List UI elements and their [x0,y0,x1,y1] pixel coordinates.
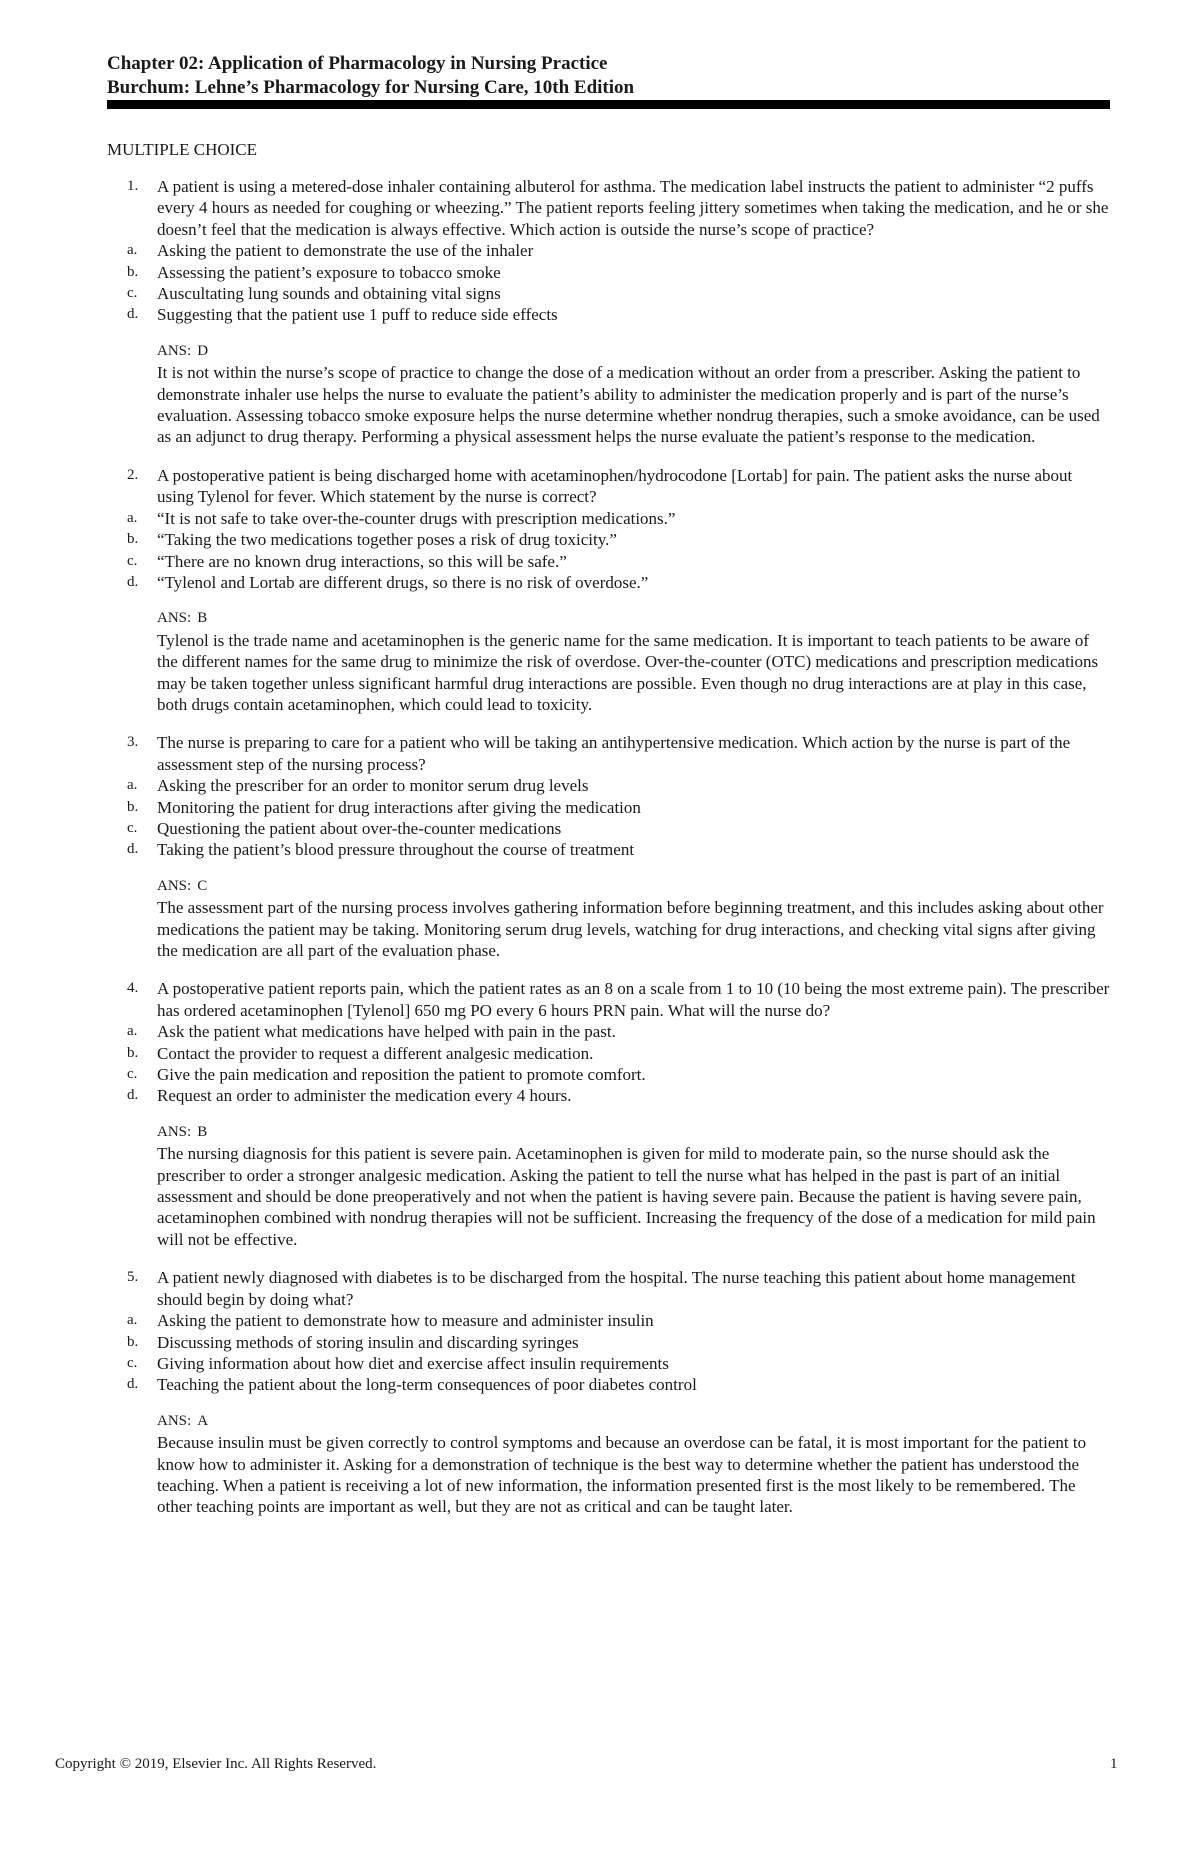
option-text: “Taking the two medications together poses a risk of drug toxicity.” [157,530,617,550]
option-text: Suggesting that the patient use 1 puff to reduce side effects [157,305,558,325]
answer-letter: A [197,1412,209,1429]
answer-label: ANS: [157,610,192,627]
rationale: Because insulin must be given correctly to control symptoms and because an overdose can be fatal, it is most important for the patient to know how to administer it. Asking for a demonstration of technique is the best way to determine whether the patient has understood the teaching. When a patient is receiving a lot of new information, the information presented first is the most likely to be remembered. The other teaching points are important as well, but they are not as critical and can be taught later. [157,1433,1087,1517]
option-text: Taking the patient’s blood pressure throughout the course of treatment [157,840,635,860]
book-title: Burchum: Lehne’s Pharmacology for Nursing Care, 10th Edition [107,77,635,98]
question-stem: A postoperative patient is being discharged home with acetaminophen/hydrocodone [Lortab] for pain. The patient asks the nurse about using Tylenol for fever. Which statement by the nurse is correct? [157,465,1073,507]
option-letter: b. [127,263,139,280]
option-text: Asking the prescriber for an order to monitor serum drug levels [157,776,589,796]
answer-line [157,874,1110,897]
option-b [127,262,1110,283]
rationale: The assessment part of the nursing process involves gathering information before beginning treatment, and this includes asking about other medications the patient may be taking. Monitoring serum drug levels, watching for drug interactions, and checking vital signs after giving the medication are all part of the evaluation phase. [157,898,1104,960]
option-text: Asking the patient to demonstrate how to measure and administer insulin [157,1311,654,1331]
question-number: 1. [127,178,139,194]
option-letter: a. [127,1312,138,1329]
copyright-notice: Copyright © 2019, Elsevier Inc. All Rights Reserved. [55,1756,377,1772]
option-d [127,572,1110,593]
answer-label: ANS: [157,342,192,359]
option-text: Monitoring the patient for drug interactions after giving the medication [157,797,641,817]
option-text: Questioning the patient about over-the-counter medications [157,818,562,838]
option-letter: a. [127,509,138,526]
option-letter: b. [127,1044,139,1061]
option-d [127,304,1110,325]
question-3 [107,732,1110,961]
option-d [127,1374,1110,1395]
answer-label: ANS: [157,1123,192,1140]
rationale: Tylenol is the trade name and acetaminophen is the generic name for the same medication. It is important to teach patients to be aware of the different names for the same drug to minimize the risk of overdose. Over-the-counter (OTC) medications and prescription medications may be taken together unless significant harmful drug interactions are possible. Even though no drug interactions are at play in this case, both drugs contain acetaminophen, which could lead to toxicity. [157,630,1099,714]
option-text: “It is not safe to take over-the-counter drugs with prescription medications.” [157,508,676,528]
option-text: Auscultating lung sounds and obtaining vital signs [157,284,501,304]
option-text: Asking the patient to demonstrate the use of the inhaler [157,241,534,261]
answer-block [157,1120,1110,1250]
option-text: Ask the patient what medications have helped with pain in the past. [157,1022,616,1042]
option-letter: a. [127,777,138,794]
option-c [127,1353,1110,1374]
option-a [127,508,1110,529]
answer-label: ANS: [157,1412,192,1429]
option-b [127,797,1110,818]
option-b [127,1332,1110,1353]
option-list [127,508,1110,594]
question-number: 4. [127,980,139,997]
option-letter: d. [127,841,139,858]
question-5 [107,1267,1110,1517]
answer-line [157,606,1110,629]
option-letter: a. [127,1023,138,1040]
question-stem: A patient newly diagnosed with diabetes is to be discharged from the hospital. The nurse teaching this patient about home management should begin by doing what? [157,1268,1076,1309]
option-b [127,529,1110,550]
option-text: Give the pain medication and reposition the patient to promote comfort. [157,1065,646,1085]
option-a [127,1021,1110,1042]
option-letter: b. [127,1333,139,1350]
option-letter: a. [127,242,138,259]
option-text: Assessing the patient’s exposure to tobacco smoke [157,262,501,282]
answer-line [157,1120,1110,1143]
option-letter: d. [127,1087,139,1104]
question-2 [107,465,1110,715]
option-letter: d. [127,573,139,590]
option-list [127,240,1110,326]
page-number: 1 [1110,1756,1118,1772]
option-d [127,839,1110,860]
question-list [107,176,1110,1535]
option-text: “There are no known drug interactions, so this will be safe.” [157,551,567,571]
option-c [127,551,1110,572]
option-b [127,1043,1110,1064]
option-c [127,1064,1110,1085]
rationale: The nursing diagnosis for this patient is severe pain. Acetaminophen is given for mild to moderate pain, so the nurse should ask the prescriber to order a stronger analgesic medication. Asking the patient to tell the nurse what has helped in the past is part of an initial assessment and should be done preoperatively and not when the patient is having severe pain. Because the patient is having severe pain, acetaminophen combined with nondrug therapies will not be sufficient. Increasing the frequency of the dose of a medication for mild pain will not be effective. [157,1144,1096,1249]
answer-letter: B [197,1123,208,1140]
question-stem: A patient is using a metered-dose inhaler containing albuterol for asthma. The medication label instructs the patient to administer “2 puffs every 4 hours as needed for coughing or wheezing.” The patient reports feeling jittery sometimes when taking the medication, and he or she doesn’t feel that the medication is always effective. Which action is outside the nurse’s scope of practice? [157,177,1109,239]
option-list [127,1310,1110,1396]
answer-block [157,874,1110,962]
answer-letter: B [197,610,208,627]
answer-block [157,1409,1110,1518]
answer-letter: C [197,877,208,894]
question-4 [107,978,1110,1250]
option-letter: c. [127,1066,138,1083]
option-letter: d. [127,1376,139,1393]
answer-letter: D [197,342,209,359]
question-stem: The nurse is preparing to care for a patient who will be taking an antihypertensive medication. Which action by the nurse is part of the assessment step of the nursing process? [157,733,1071,774]
question-number: 2. [127,466,139,483]
answer-block [157,606,1110,715]
option-letter: b. [127,531,139,548]
answer-line [157,339,1110,362]
question-number: 3. [127,734,139,751]
option-text: Giving information about how diet and exercise affect insulin requirements [157,1353,669,1373]
option-list [127,1021,1110,1107]
rationale: It is not within the nurse’s scope of practice to change the dose of a medication without an order from a prescriber. Asking the patient to demonstrate inhaler use helps the nurse to evaluate the patient’s ability to administer the medication properly and is part of the nurse’s evaluation. Assessing tobacco smoke exposure helps the nurse determine whether nondrug therapies, such a smoke avoidance, can be used as an adjunct to drug therapy. Performing a physical assessment helps the nurse evaluate the patient’s response to the medication. [157,363,1100,447]
question-stem: A postoperative patient reports pain, which the patient rates as an 8 on a scale from 1 to 10 (10 being the most extreme pain). The prescriber has ordered acetaminophen [Tylenol] 650 mg PO every 6 hours PRN pain. What will the nurse do? [157,979,1110,1020]
option-letter: b. [127,798,139,815]
document-header [107,52,1110,100]
option-letter: c. [127,285,138,302]
option-a [127,775,1110,796]
option-d [127,1085,1110,1106]
section-title: MULTIPLE CHOICE [107,140,258,159]
option-letter: c. [127,1354,138,1371]
option-text: Discussing methods of storing insulin and discarding syringes [157,1332,579,1352]
option-text: Contact the provider to request a different analgesic medication. [157,1043,594,1063]
option-letter: c. [127,552,138,569]
option-c [127,283,1110,304]
option-a [127,1310,1110,1331]
option-text: “Tylenol and Lortab are different drugs, so there is no risk of overdose.” [157,572,649,592]
chapter-title: Chapter 02: Application of Pharmacology in Nursing Practice [107,53,608,74]
option-letter: c. [127,819,138,836]
answer-block [157,339,1110,448]
option-text: Teaching the patient about the long-term consequences of poor diabetes control [157,1375,697,1395]
option-list [127,775,1110,861]
question-1 [107,176,1110,448]
option-a [127,240,1110,261]
question-number: 5. [127,1269,139,1286]
answer-label: ANS: [157,877,192,894]
option-c [127,818,1110,839]
answer-line [157,1409,1110,1432]
option-text: Request an order to administer the medication every 4 hours. [157,1086,572,1106]
header-rule [107,100,1110,109]
option-letter: d. [127,306,139,323]
